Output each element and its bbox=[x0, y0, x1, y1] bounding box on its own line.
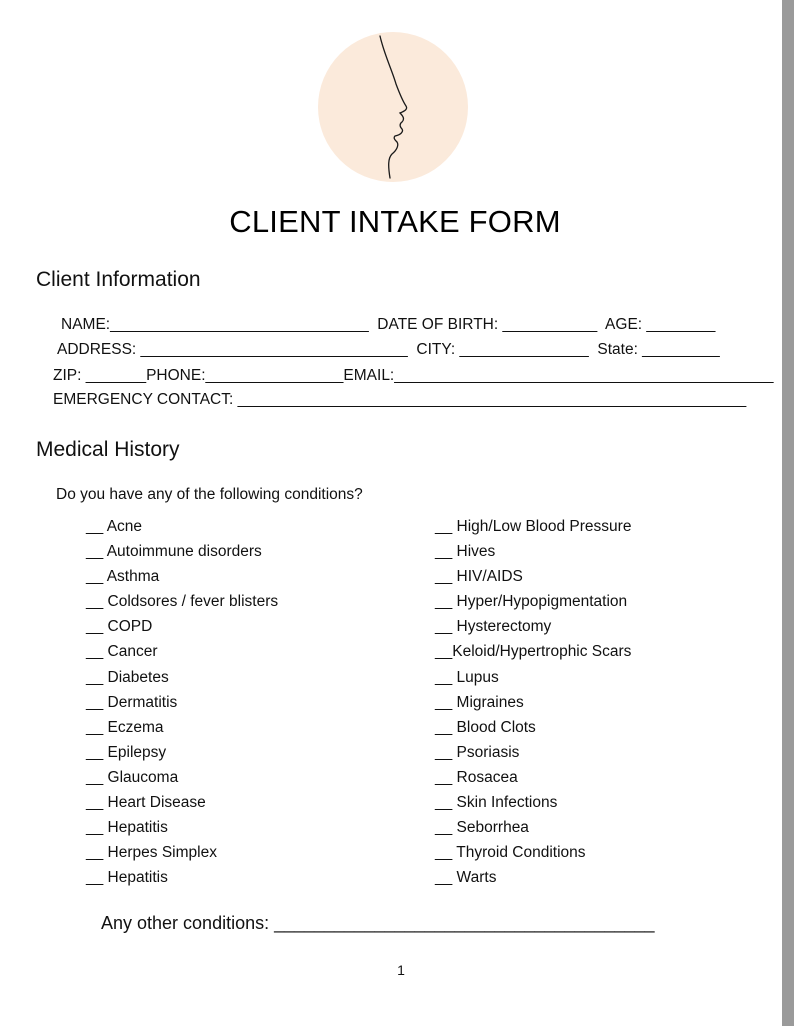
condition-item: __ HIV/AIDS bbox=[435, 568, 523, 586]
condition-item: __ Hyper/Hypopigmentation bbox=[435, 593, 628, 611]
emergency-contact-line: EMERGENCY CONTACT: ___________________________________________________________ bbox=[53, 391, 747, 408]
condition-item: __ Skin Infections bbox=[435, 794, 558, 812]
address-city-state-line: ADDRESS: _______________________________ CITY: _______________ State: _________ bbox=[57, 341, 720, 358]
zip-phone-email-line: ZIP: _______PHONE:________________EMAIL:____________________________________________ bbox=[53, 367, 774, 384]
condition-item: __ COPD bbox=[86, 618, 153, 636]
condition-item: __ Herpes Simplex bbox=[86, 844, 217, 862]
other-conditions-line: Any other conditions: ______________________________________ bbox=[101, 913, 655, 933]
condition-item: __ Hepatitis bbox=[86, 819, 168, 837]
condition-item: __ Dermatitis bbox=[86, 693, 178, 711]
condition-item: __ Blood Clots bbox=[435, 718, 536, 736]
condition-item: __ Rosacea bbox=[435, 768, 518, 786]
condition-item: __ Epilepsy bbox=[86, 743, 167, 761]
name-dob-age-line: NAME:______________________________ DATE OF BIRTH: ___________ AGE: ________ bbox=[61, 316, 716, 333]
condition-item: __ Hepatitis bbox=[86, 869, 168, 887]
condition-item: __ High/Low Blood Pressure bbox=[435, 518, 632, 535]
condition-item: __ Hysterectomy bbox=[435, 618, 552, 636]
condition-item: __ Psoriasis bbox=[435, 743, 520, 761]
condition-item: __ Autoimmune disorders bbox=[86, 543, 262, 561]
condition-item: __ Asthma bbox=[86, 568, 160, 586]
condition-item: __ Heart Disease bbox=[86, 794, 206, 812]
medical-history-heading: Medical History bbox=[36, 438, 180, 461]
page-number: 1 bbox=[397, 962, 405, 978]
condition-item: __ Acne bbox=[86, 518, 143, 535]
viewer-background-edge bbox=[782, 0, 794, 1026]
conditions-question: Do you have any of the following conditions? bbox=[56, 486, 363, 503]
conditions-list-right bbox=[435, 518, 631, 894]
condition-item: __ Migraines bbox=[435, 693, 524, 711]
condition-item: __ Glaucoma bbox=[86, 768, 179, 786]
condition-item: __Keloid/Hypertrophic Scars bbox=[435, 643, 632, 661]
condition-item: __ Hives bbox=[435, 543, 496, 561]
condition-item: __ Diabetes bbox=[86, 668, 169, 686]
condition-item: __ Coldsores / fever blisters bbox=[86, 593, 279, 611]
condition-item: __ Lupus bbox=[435, 668, 499, 686]
conditions-list-left bbox=[86, 518, 278, 894]
face-profile-logo bbox=[318, 32, 468, 182]
condition-item: __ Thyroid Conditions bbox=[435, 844, 586, 862]
condition-item: __ Eczema bbox=[86, 718, 164, 736]
logo-circle bbox=[318, 32, 468, 182]
form-title: CLIENT INTAKE FORM bbox=[229, 204, 561, 239]
client-information-heading: Client Information bbox=[36, 268, 201, 291]
condition-item: __ Warts bbox=[435, 869, 497, 887]
condition-item: __ Seborrhea bbox=[435, 819, 529, 837]
condition-item: __ Cancer bbox=[86, 643, 158, 661]
